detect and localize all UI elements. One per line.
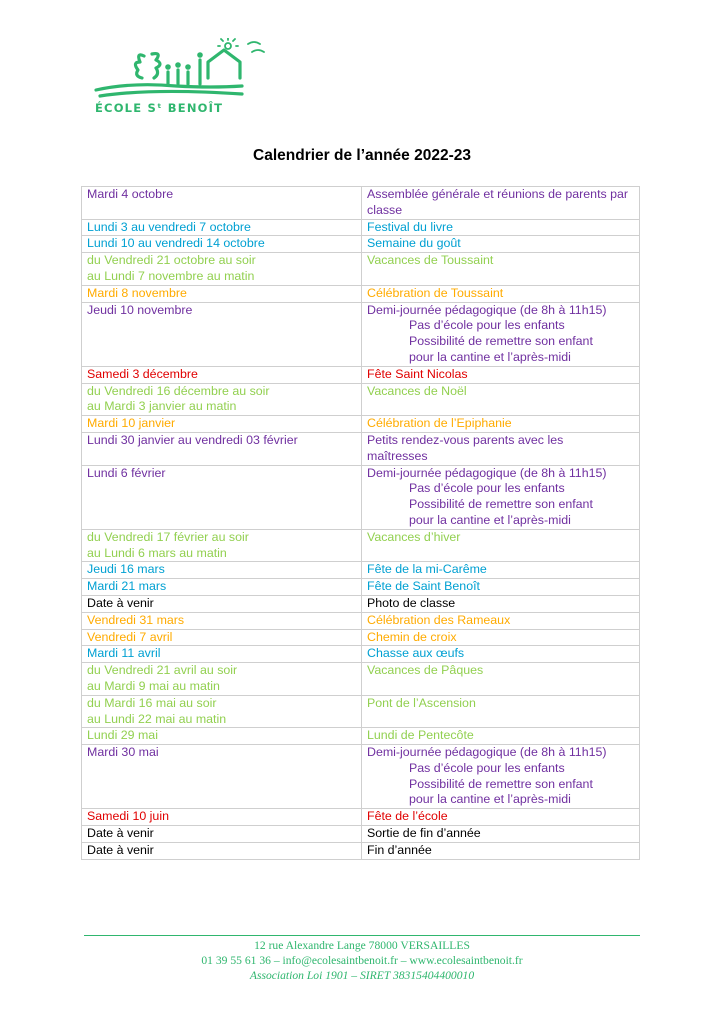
table-row (82, 826, 640, 843)
event-date-line: au Lundi 7 novembre au matin (87, 268, 255, 283)
event-date-line: Vendredi 31 mars (87, 612, 185, 627)
event-date-cell (82, 432, 362, 465)
event-name-cell (362, 809, 640, 826)
school-logo (92, 38, 268, 120)
event-date-line: Lundi 10 au vendredi 14 octobre (87, 236, 265, 251)
event-date-line: Lundi 29 mai (87, 728, 158, 743)
event-date-cell (82, 728, 362, 745)
event-name-cell (362, 663, 640, 696)
table-row (82, 187, 640, 220)
event-name-line: Lundi de Pentecôte (367, 728, 474, 743)
event-date-line: au Mardi 3 janvier au matin (87, 399, 237, 414)
event-date-cell (82, 253, 362, 286)
event-detail-line: pour la cantine et l’après-midi (409, 349, 571, 364)
event-name-cell (362, 728, 640, 745)
event-name-line: Fête de Saint Benoît (367, 579, 480, 594)
event-name-cell (362, 465, 640, 529)
event-name-cell (362, 236, 640, 253)
event-date-cell (82, 612, 362, 629)
footer-association: Association Loi 1901 – SIRET 38315404400010 (249, 969, 475, 982)
table-row (82, 612, 640, 629)
table-row (82, 529, 640, 562)
event-name-cell (362, 285, 640, 302)
school-house-icon (92, 38, 268, 102)
event-name-cell (362, 529, 640, 562)
event-name-line: Célébration des Rameaux (367, 612, 511, 627)
table-row (82, 579, 640, 596)
event-date-line: Jeudi 16 mars (87, 562, 165, 577)
table-row (82, 629, 640, 646)
table-row (82, 809, 640, 826)
event-name-line: Petits rendez-vous parents avec les (367, 432, 564, 447)
event-date-line: au Lundi 22 mai au matin (87, 711, 227, 726)
event-date-cell (82, 826, 362, 843)
event-name-cell (362, 562, 640, 579)
event-name-line: Semaine du goût (367, 236, 461, 251)
footer-address: 12 rue Alexandre Lange 78000 VERSAILLES (254, 939, 470, 952)
event-name-line: Assemblée générale et réunions de parents par classe (367, 187, 629, 217)
calendar-table (81, 186, 640, 860)
event-date-cell (82, 646, 362, 663)
page-title: Calendrier de l’année 2022-23 (253, 147, 471, 164)
event-date-cell (82, 629, 362, 646)
event-date-line: Mardi 10 janvier (87, 416, 176, 431)
event-date-line: Date à venir (87, 595, 154, 610)
event-name-cell (362, 383, 640, 416)
event-name-line: Célébration de Toussaint (367, 285, 504, 300)
event-detail-line: pour la cantine et l’après-midi (409, 512, 571, 527)
event-date-line: Lundi 30 janvier au vendredi 03 février (87, 432, 298, 447)
event-name-line: Fin d’année (367, 842, 432, 857)
event-date-line: Samedi 3 décembre (87, 366, 198, 381)
event-date-cell (82, 302, 362, 366)
event-name-cell (362, 629, 640, 646)
event-detail-line: Possibilité de remettre son enfant (409, 776, 593, 791)
event-name-line: Demi-journée pédagogique (de 8h à 11h15) (367, 465, 607, 480)
event-date-cell (82, 416, 362, 433)
event-date-line: Mardi 4 octobre (87, 187, 174, 201)
table-row (82, 663, 640, 696)
event-name-line: Vacances de Noël (367, 383, 467, 398)
event-name-cell (362, 579, 640, 596)
event-name-line: Vacances d’hiver (367, 529, 461, 544)
event-date-line: Lundi 6 février (87, 465, 166, 480)
event-name-line: Fête Saint Nicolas (367, 366, 468, 381)
event-name-cell (362, 416, 640, 433)
event-name-line: Fête de la mi-Carême (367, 562, 487, 577)
table-row (82, 465, 640, 529)
table-row (82, 285, 640, 302)
event-date-cell (82, 236, 362, 253)
event-date-line: Mardi 30 mai (87, 745, 159, 760)
event-name-cell (362, 302, 640, 366)
event-date-line: Mardi 21 mars (87, 579, 167, 594)
event-date-line: du Vendredi 21 avril au soir (87, 663, 238, 678)
event-date-line: Date à venir (87, 842, 154, 857)
table-row (82, 595, 640, 612)
event-date-cell (82, 745, 362, 809)
event-name-line: Pont de l’Ascension (367, 695, 476, 710)
event-date-line: du Vendredi 21 octobre au soir (87, 253, 256, 268)
event-detail-line: Possibilité de remettre son enfant (409, 497, 593, 512)
table-row (82, 219, 640, 236)
event-date-line: Lundi 3 au vendredi 7 octobre (87, 219, 251, 234)
event-name-cell (362, 253, 640, 286)
event-date-cell (82, 366, 362, 383)
event-date-cell (82, 595, 362, 612)
event-date-line: Jeudi 10 novembre (87, 302, 193, 317)
event-detail-line: Pas d’école pour les enfants (409, 481, 565, 496)
event-date-cell (82, 579, 362, 596)
event-name-cell (362, 695, 640, 728)
event-date-cell (82, 809, 362, 826)
event-name-line: Célébration de l’Epiphanie (367, 416, 512, 431)
event-name-line: Demi-journée pédagogique (de 8h à 11h15) (367, 745, 607, 760)
event-name-cell (362, 219, 640, 236)
event-name-line: Sortie de fin d’année (367, 826, 481, 841)
event-date-line: Mardi 11 avril (87, 646, 161, 661)
logo-wordmark: ÉCOLE Sᵗ BENOÎT (95, 101, 224, 115)
event-date-cell (82, 562, 362, 579)
event-date-line: du Vendredi 17 février au soir (87, 529, 249, 544)
event-name-cell (362, 612, 640, 629)
table-row (82, 745, 640, 809)
event-date-line: Date à venir (87, 826, 154, 841)
event-date-cell (82, 285, 362, 302)
event-name-line: Vacances de Pâques (367, 663, 484, 678)
event-name-cell (362, 745, 640, 809)
event-date-cell (82, 187, 362, 220)
footer-divider (84, 935, 640, 936)
event-date-line: du Mardi 16 mai au soir (87, 695, 217, 710)
event-name-line: Festival du livre (367, 219, 454, 234)
event-name-line: Vacances de Toussaint (367, 253, 494, 268)
table-row (82, 236, 640, 253)
event-name-line: Chemin de croix (367, 629, 457, 644)
table-row (82, 842, 640, 859)
event-detail-line: Pas d’école pour les enfants (409, 318, 565, 333)
calendar-table-body (82, 187, 640, 860)
event-detail-line: pour la cantine et l’après-midi (409, 792, 571, 807)
table-row (82, 253, 640, 286)
event-name-cell (362, 366, 640, 383)
table-row (82, 728, 640, 745)
event-date-cell (82, 465, 362, 529)
event-date-cell (82, 383, 362, 416)
event-name-cell (362, 646, 640, 663)
footer-contact: 01 39 55 61 36 – info@ecolesaintbenoit.fr – www.ecolesaintbenoit.fr (201, 954, 523, 967)
event-name-cell (362, 826, 640, 843)
event-date-cell (82, 842, 362, 859)
event-date-cell (82, 695, 362, 728)
event-name-line: maîtresses (367, 448, 428, 463)
table-row (82, 302, 640, 366)
table-row (82, 562, 640, 579)
event-date-cell (82, 663, 362, 696)
event-date-cell (82, 529, 362, 562)
event-name-line: Demi-journée pédagogique (de 8h à 11h15) (367, 302, 607, 317)
table-row (82, 366, 640, 383)
event-date-line: au Mardi 9 mai au matin (87, 678, 220, 693)
table-row (82, 646, 640, 663)
event-date-line: du Vendredi 16 décembre au soir (87, 383, 270, 398)
table-row (82, 432, 640, 465)
event-name-cell (362, 595, 640, 612)
table-row (82, 695, 640, 728)
event-name-line: Chasse aux œufs (367, 646, 465, 661)
table-row (82, 416, 640, 433)
event-name-cell (362, 187, 640, 220)
table-row (82, 383, 640, 416)
event-detail-line: Pas d’école pour les enfants (409, 760, 565, 775)
event-name-line: Fête de l’école (367, 809, 448, 824)
event-date-line: Samedi 10 juin (87, 809, 169, 824)
event-date-line: Vendredi 7 avril (87, 629, 173, 644)
event-date-line: au Lundi 6 mars au matin (87, 545, 227, 560)
event-name-cell (362, 432, 640, 465)
event-name-cell (362, 842, 640, 859)
event-name-line: Photo de classe (367, 595, 456, 610)
event-date-cell (82, 219, 362, 236)
event-date-line: Mardi 8 novembre (87, 285, 187, 300)
event-detail-line: Possibilité de remettre son enfant (409, 334, 593, 349)
